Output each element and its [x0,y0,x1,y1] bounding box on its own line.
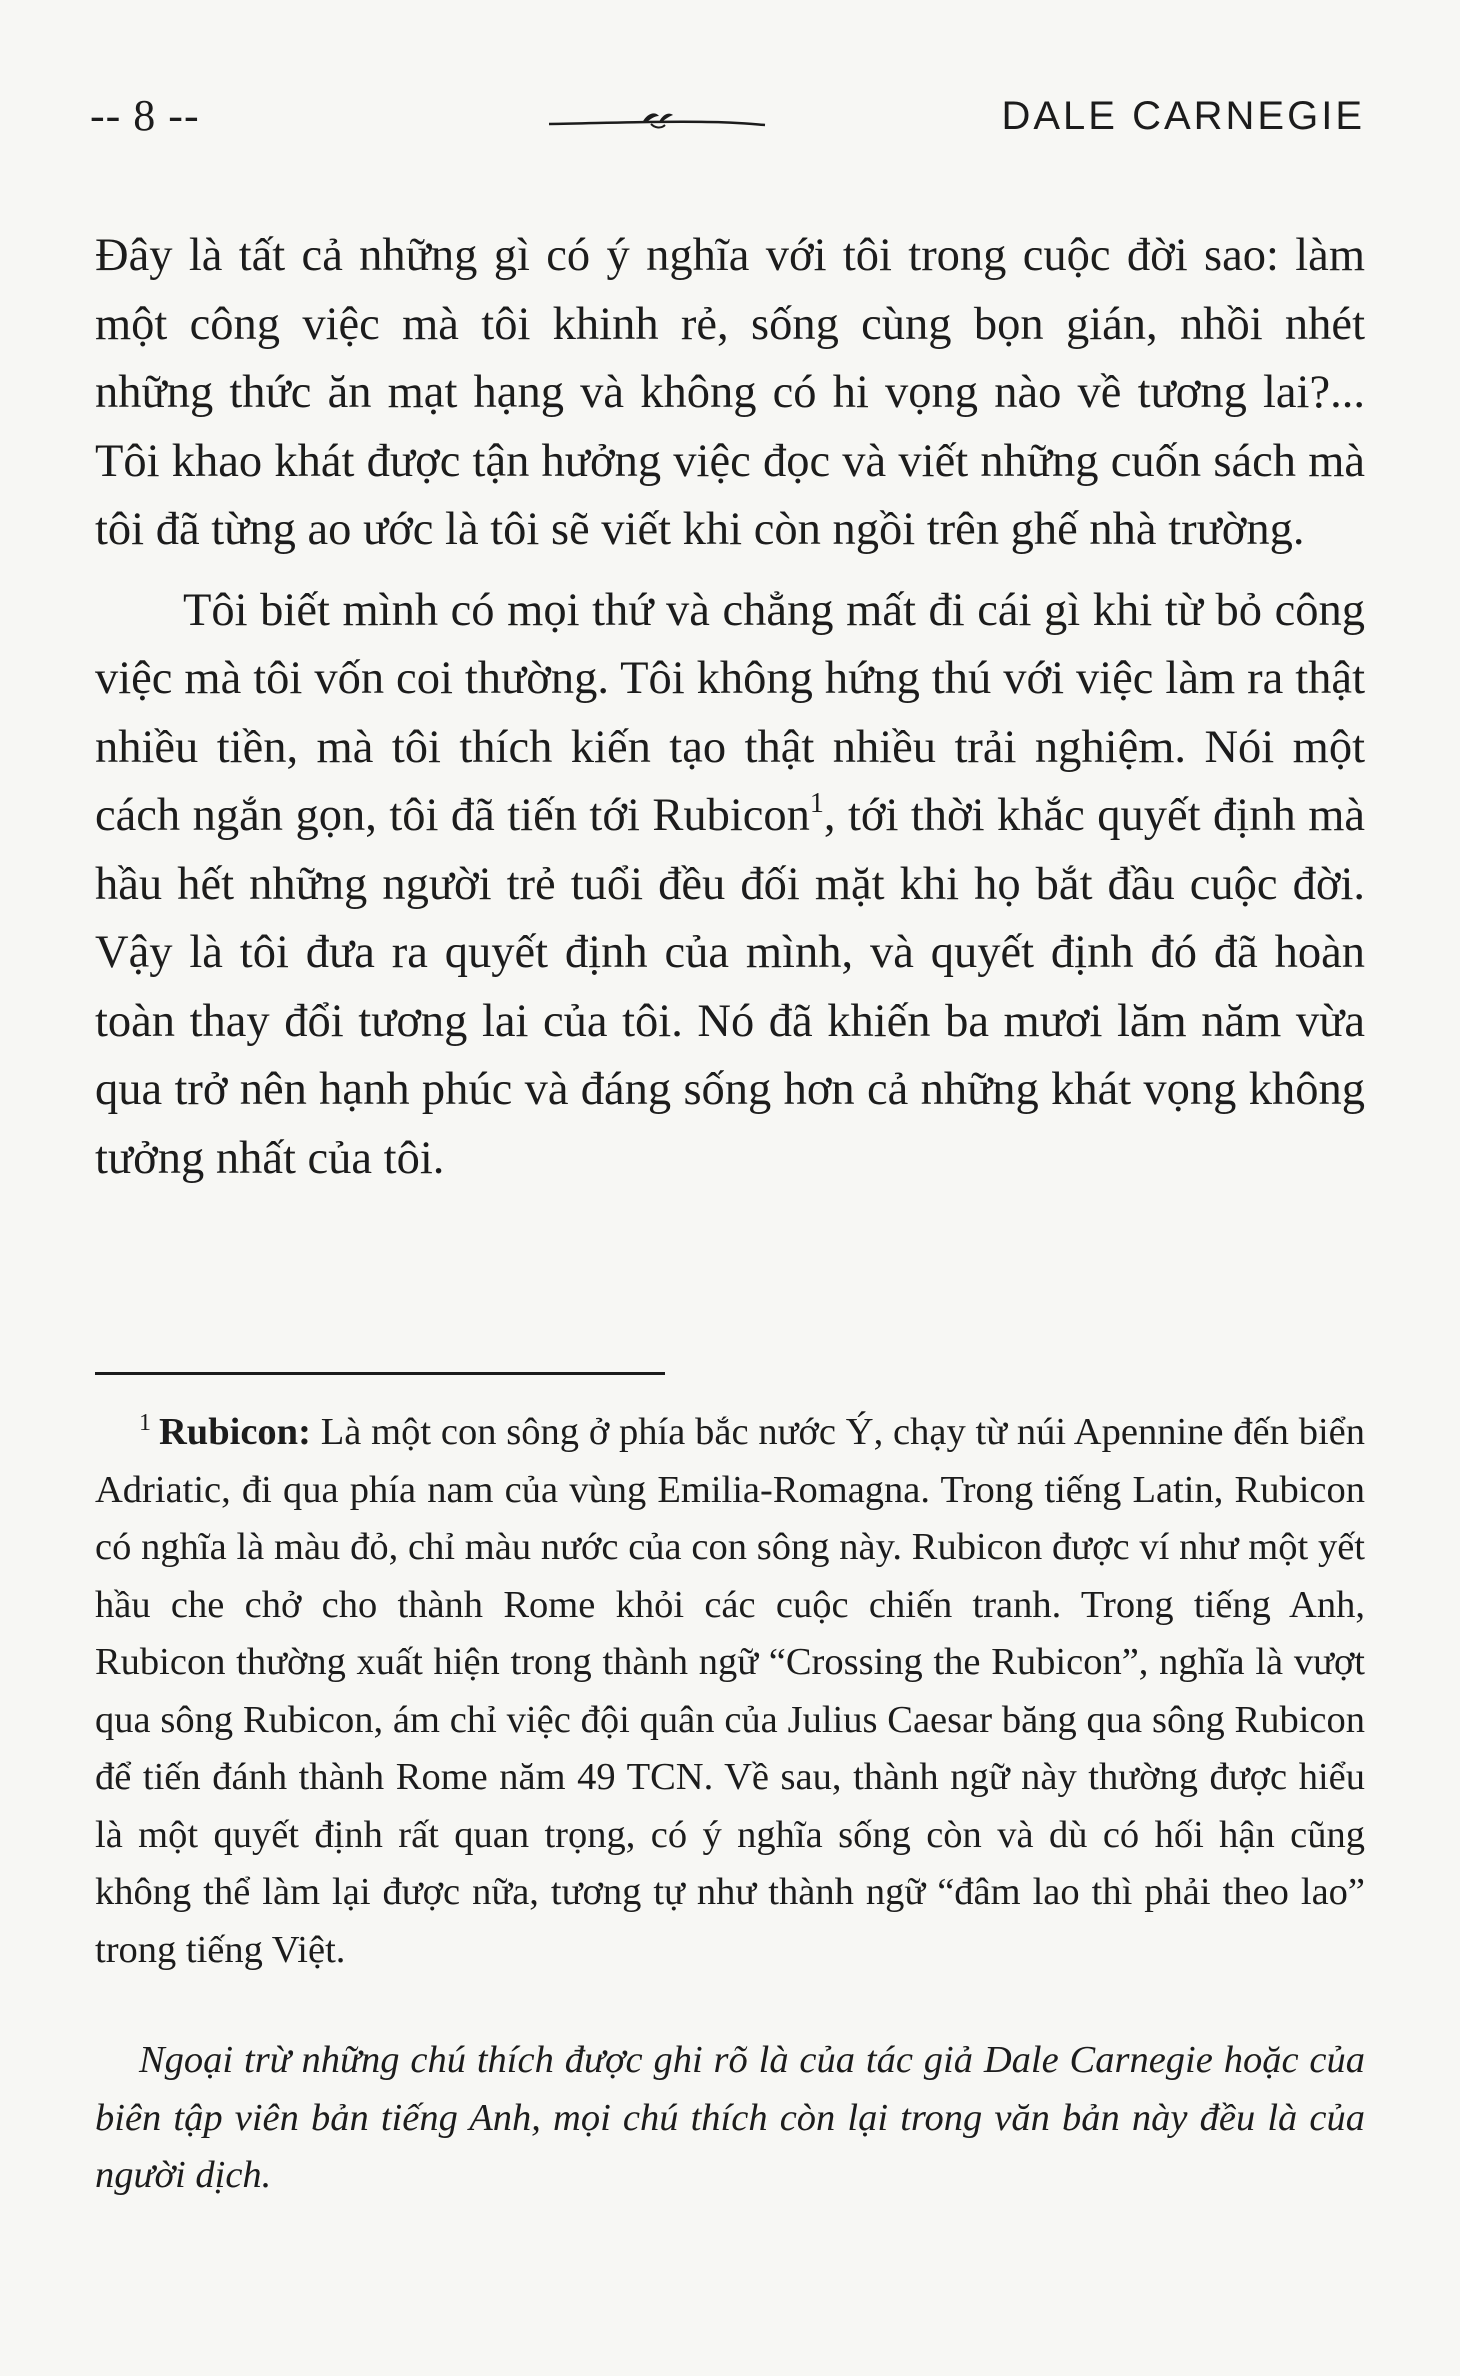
running-title: DALE CARNEGIE [1001,94,1365,138]
page-number: -- 8 -- [90,91,200,140]
page-header [90,86,1365,146]
paragraph-1: Đây là tất cả những gì có ý nghĩa với tôi trong cuộc đời sao: làm một công việc mà tôi khinh rẻ, sống cùng bọn gián, nhồi nhét những thức ăn mạt hạng và không có hi vọng nào về tương lai?... Tôi khao khát được tận hưởng việc đọc và viết những cuốn sách mà tôi đã từng ao ước là tôi sẽ viết khi còn ngồi trên ghế nhà trường. [95,230,1365,555]
paragraph-2 [95,577,1365,1194]
main-text [95,222,1365,1193]
translator-note [95,2032,1365,2205]
footnote-text: Là một con sông ở phía bắc nước Ý, chạy từ núi Apennine đến biển Adriatic, đi qua phía nam của vùng Emilia-Romagna. Trong tiếng Latin, Rubicon có nghĩa là màu đỏ, chỉ màu nước của con sông này. Rubicon được ví như một yết hầu che chở cho thành Rome khỏi các cuộc chiến tranh. Trong tiếng Anh, Rubicon thường xuất hiện trong thành ngữ “Crossing the Rubicon”, nghĩa là vượt qua sông Rubicon, ám chỉ việc đội quân của Julius Caesar băng qua sông Rubicon để tiến đánh thành Rome năm 49 TCN. Về sau, thành ngữ này thường được hiểu là một quyết định rất quan trọng, có ý nghĩa sống còn và dù có hối hận cũng không thể làm lại được nữa, tương tự như thành ngữ “đâm lao thì phải theo lao” trong tiếng Việt. [95,1411,1365,1971]
footnote-paragraph [95,1404,1365,1979]
footnote-marker: 1 [139,1410,151,1436]
footnote-term: Rubicon: [159,1411,311,1453]
paragraph-2-text-start: Tôi biết mình có mọi thứ và chẳng mất đi cái gì khi từ bỏ công việc mà tôi vốn coi thường. Tôi không hứng thú với việc làm ra thật nhiều tiền, mà tôi thích kiến tạo thật nhiều trải nghiệm. Nói một cách ngắn gọn, tôi đã tiến tới Rubicon [95,584,1365,841]
footnote-divider [95,1372,665,1375]
paragraph-2-text-end: , tới thời khắc quyết định mà hầu hết những người trẻ tuổi đều đối mặt khi họ bắt đầu cuộc đời. Vậy là tôi đưa ra quyết định của mình, và quyết định đó đã hoàn toàn thay đổi tương lai của tôi. Nó đã khiến ba mươi lăm năm vừa qua trở nên hạnh phúc và đáng sống hơn cả những khát vọng không tưởng nhất của tôi. [95,790,1365,1184]
footnote-reference[interactable]: 1 [809,788,824,819]
footnote [95,1404,1365,1979]
translator-note-text: Ngoại trừ những chú thích được ghi rõ là của tác giả Dale Carnegie hoặc của biên tập viên bản tiếng Anh, mọi chú thích còn lại trong văn bản này đều là của người dịch. [95,2039,1365,2196]
leaf-ornament-icon [547,104,767,134]
